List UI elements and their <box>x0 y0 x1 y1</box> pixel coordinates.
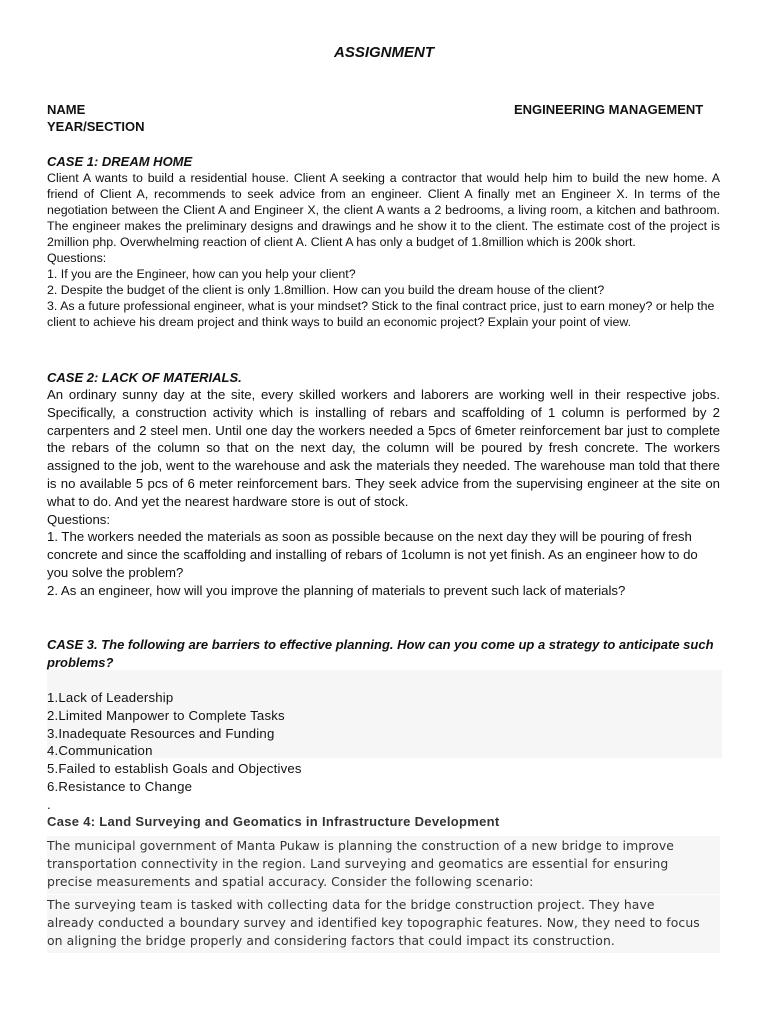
case2-questions-label: Questions: <box>47 511 111 527</box>
barrier-item: 3.Inadequate Resources and Funding <box>47 725 275 741</box>
case3-barrier-list <box>47 670 720 814</box>
year-section-label: YEAR/SECTION <box>47 119 145 134</box>
case2-question: 1. The workers needed the materials as soon as possible because on the next day they will be pouring of fresh concrete and since the scaffolding and installing of rebars of 1column is not yet finish. As an engineer how to do you solve the problem? <box>47 529 698 580</box>
barrier-item: 6.Resistance to Change <box>47 778 193 794</box>
trailing-dot: . <box>47 796 51 812</box>
subject-label: ENGINEERING MANAGEMENT <box>514 102 704 117</box>
case2-section <box>47 386 720 600</box>
case4-line: on aligning the bridge properly and considering factors that could impact its construction. <box>47 933 615 948</box>
case2-heading: CASE 2: LACK OF MATERIALS. <box>47 370 242 385</box>
name-label: NAME <box>47 102 86 117</box>
case4-heading: Case 4: Land Surveying and Geomatics in Infrastructure Development <box>47 814 500 829</box>
case3-heading: CASE 3. The following are barriers to effective planning. How can you come up a strategy to anticipate such problems? <box>47 637 714 670</box>
case4-line: The surveying team is tasked with collecting data for the bridge construction project. They have <box>47 897 655 912</box>
case1-body: Client A wants to build a residential house. Client A seeking a contractor that would help him to build the new home. A friend of Client A, recommends to seek advice from an engineer. Client A finally met an Engineer X. In terms of the negotiation between the Client A and Engineer X, the client A wants a 2 bedrooms, a living room, a kitchen and bathroom. The engineer makes the preliminary designs and drawings and he show it to the client. The estimate cost of the project is 2million php. Overwhelming reaction of client A. Client A has only a budget of 1.8million which is 200k short. <box>47 171 720 249</box>
barrier-item: 5.Failed to establish Goals and Objectives <box>47 761 302 777</box>
case1-question: 3. As a future professional engineer, what is your mindset? Stick to the final contract price, just to earn money? or help the client to achieve his dream project and think ways to build an economic project? Explain your point of view. <box>47 299 715 329</box>
case1-heading: CASE 1: DREAM HOME <box>47 154 193 169</box>
case4-line: precise measurements and spatial accuracy. Consider the following scenario: <box>47 874 534 889</box>
case2-question: 2. As an engineer, how will you improve the planning of materials to prevent such lack of materials? <box>47 582 626 598</box>
barrier-item: 1.Lack of Leadership <box>47 690 174 705</box>
case1-section <box>47 170 720 330</box>
case1-question: 1. If you are the Engineer, how can you help your client? <box>47 267 356 281</box>
case1-questions-label: Questions: <box>47 251 107 265</box>
page-title: ASSIGNMENT <box>333 44 434 61</box>
case2-body: An ordinary sunny day at the site, every skilled workers and laborers are working well in their respective jobs. Specifically, a construction activity which is installing of rebars and scaffolding of 1 column is performed by 2 carpenters and 2 steel men. Until one day the workers needed a 5pcs of 6meter reinforcement bar just to complete the rebars of the column so that on the next day, the column will be poured by fresh concrete. The workers assigned to the job, went to the warehouse and ask the materials they needed. The warehouse man told that there is no available 5 pcs of 6 meter reinforcement bars. They seek advice from the supervising engineer at the site on what to do. And yet the nearest hardware store is out of stock. <box>47 387 720 509</box>
barrier-item: 2.Limited Manpower to Complete Tasks <box>47 707 285 723</box>
case4-paragraph-1 <box>47 836 720 894</box>
case4-line: The municipal government of Manta Pukaw is planning the construction of a new bridge to improve <box>47 838 674 853</box>
case4-line: already conducted a boundary survey and identified key topographic features. Now, they need to focus <box>47 915 700 930</box>
case4-line: transportation connectivity in the region. Land surveying and geomatics are essential for ensuring <box>47 856 669 871</box>
case1-question: 2. Despite the budget of the client is only 1.8million. How can you build the dream house of the client? <box>47 283 605 297</box>
case4-paragraph-2 <box>47 895 720 953</box>
barrier-item: 4.Communication <box>47 743 153 759</box>
